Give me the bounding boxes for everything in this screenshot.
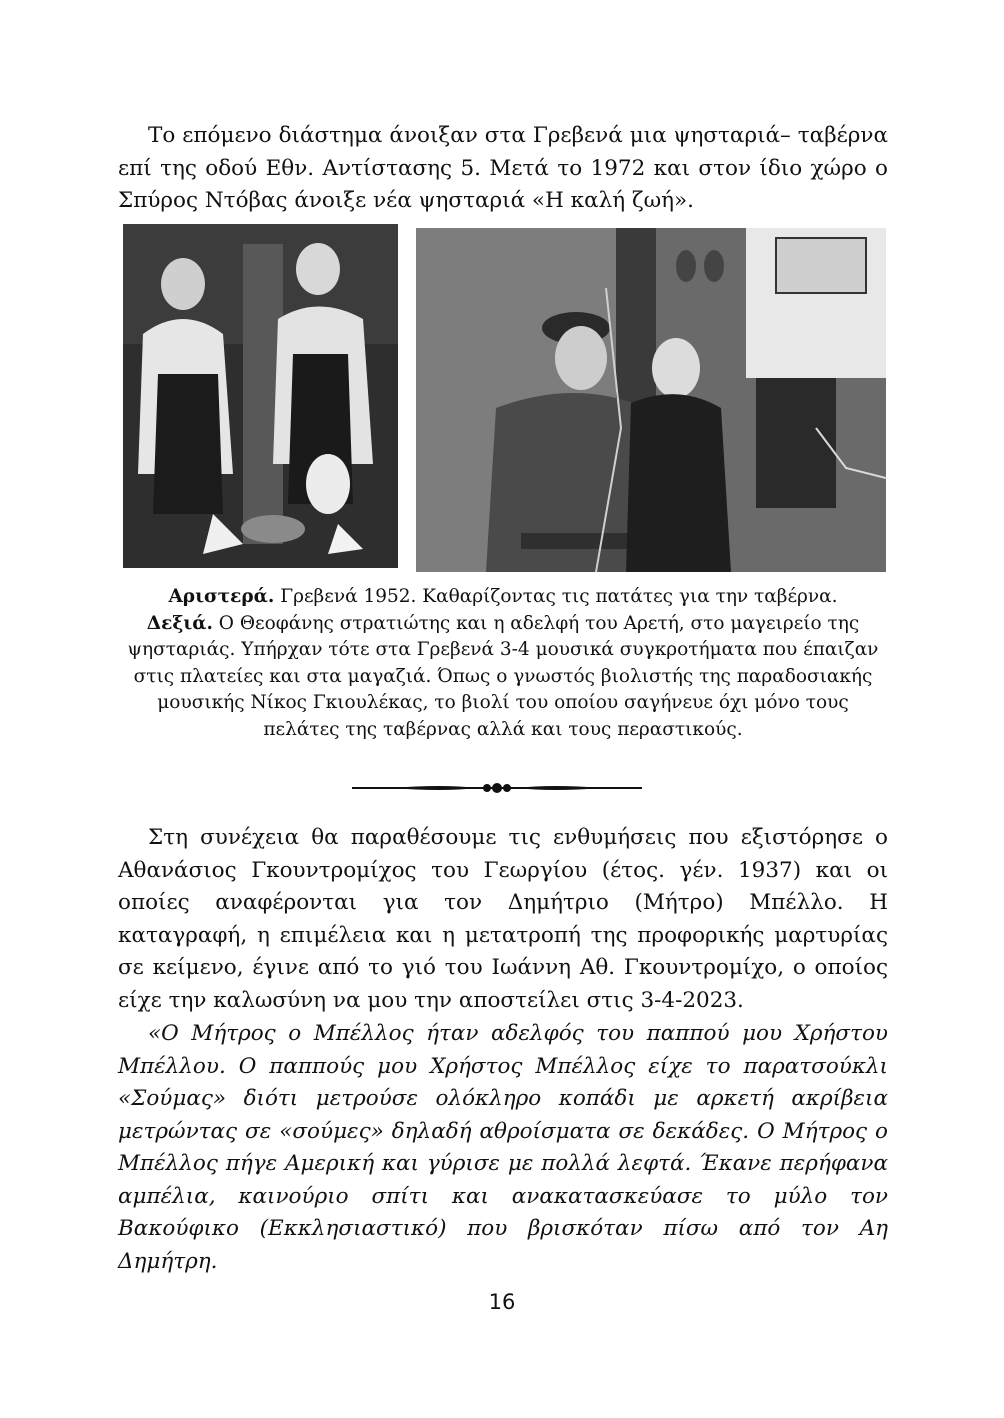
caption-left-label: Αριστερά. xyxy=(168,586,275,607)
ornamental-divider xyxy=(352,778,642,798)
page-number: 16 xyxy=(488,1290,516,1314)
photo-soldier-and-sister-in-kitchen xyxy=(416,228,886,572)
caption-right-label: Δεξιά. xyxy=(146,612,213,634)
caption-left-text: Γρεβενά 1952. Καθαρίζοντας τις πατάτες για την ταβέρνα. xyxy=(274,586,838,607)
caption-right-text: Ο Θεοφάνης στρατιώτης και η αδελφή του Αρετή, στο μαγειρείο της ψησταριάς. Υπήρχαν τότε στα Γρεβενά 3-4 μουσικά συγκροτήματα που έπαιζαν στις πλατείες και στα μαγαζιά. Όπως ο γνωστός βιολιστής της παραδοσιακής μουσικής Νίκος Γκιουλέκας, το βιολί του οποίου σαγήνευε όχι μόνο τους πελάτες της ταβέρνας αλλά και τους περαστικούς. xyxy=(127,612,879,740)
memories-paragraph: Στη συνέχεια θα παραθέσουμε τις ενθυμήσεις που εξιστόρησε ο Αθανάσιος Γκουντρομίχος του Γεωργίου (έτος. γέν. 1937) και οι οποίες αναφέρονται για τον Δημήτριο (Μήτρο) Μπέλλο. Η καταγραφή, η επιμέλεια και η μετατροπή της προφορικής μαρτυρίας σε κείμενο, έγινε από το γιό του Ιωάννη Αθ. Γκουντρομίχο, ο οποίος είχε την καλωσύνη να μου την αποστείλει στις 3-4-2023. xyxy=(118,825,888,1013)
quote-paragraph: «Ο Μήτρος ο Μπέλλος ήταν αδελφός του παππού μου Χρήστου Μπέλλου. Ο παππούς μου Χρήστος Μπέλλος είχε το παρατσούκλι «Σούμας» διότι μετρούσε ολόκληρο κοπάδι με αρκετή ακρίβεια μετρώντας σε «σούμες» δηλαδή αθροίσματα σε δεκάδες. Ο Μήτρος ο Μπέλλος πήγε Αμερική και γύρισε με πολλά λεφτά. Έκανε περήφανα αμπέλια, καινούριο σπίτι και ανακατασκεύασε το μύλο τον Βακούφικο (Εκκλησιαστικό) που βρισκόταν πίσω από τον Αη Δημήτρη. xyxy=(118,1021,888,1274)
photo-two-young-men-peeling-potatoes xyxy=(123,224,398,568)
intro-paragraph: Το επόμενο διάστημα άνοιξαν στα Γρεβενά μια ψησταριά– ταβέρνα επί της οδού Εθν. Αντίστασης 5. Μετά το 1972 και στον ίδιο χώρο ο Σπύρος Ντόβας άνοιξε νέα ψησταριά «Η καλή ζωή». xyxy=(118,123,888,213)
photo-caption xyxy=(118,584,888,743)
